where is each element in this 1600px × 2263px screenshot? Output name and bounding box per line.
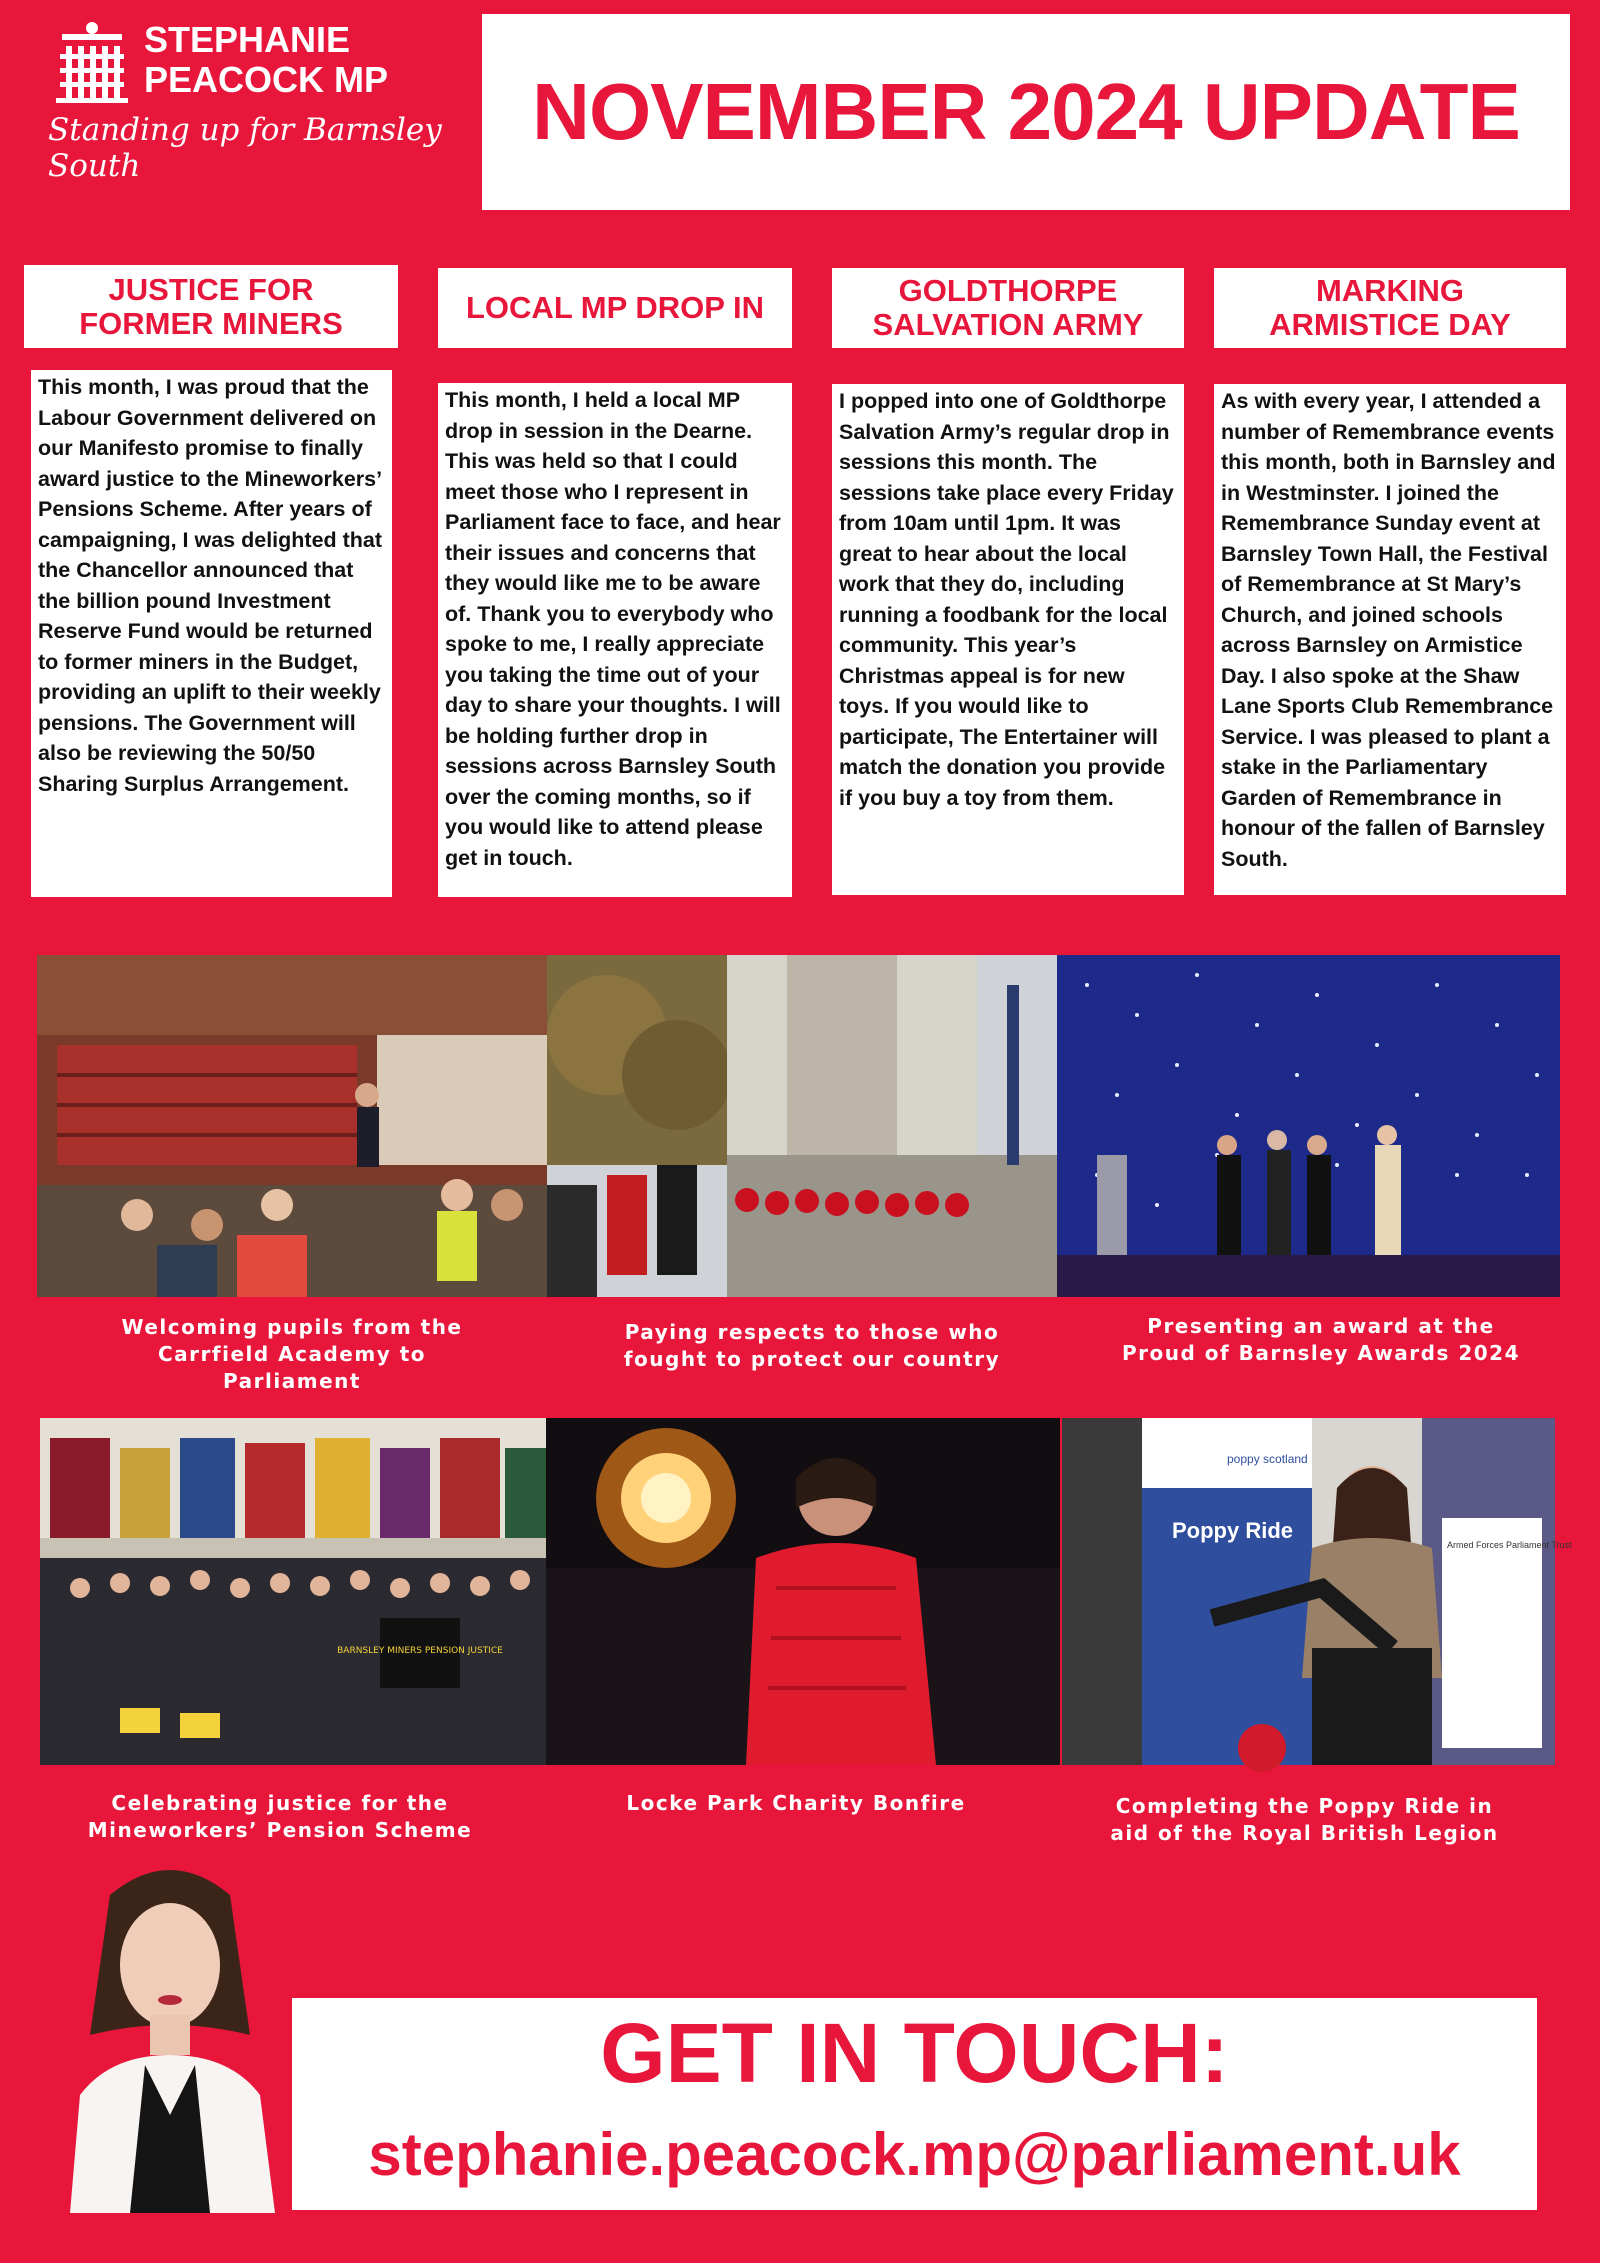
photo-locke-park-bonfire <box>546 1418 1060 1765</box>
caption-mineworkers: Celebrating justice for the Mineworkers’ Pension Scheme <box>87 1791 473 1842</box>
section-body-salvation-army: I popped into one of Goldthorpe Salvation Army’s regular drop in sessions this month. The sessions take place every Friday from 10am until 1pm. It was great to hear about the local work that they do, including running a foodbank for the local community. This year’s Christmas appeal is for new toys. If you would like to participate, The Entertainer will match the donation you provide if you buy a toy from them. <box>832 384 1184 895</box>
section-body-miners: This month, I was proud that the Labour Government delivered on our Manifesto promise to finally award justice to the Mineworkers’ Pensions Scheme. After years of campaigning, I was delighted that the Chancellor announced that the billion pound Investment Reserve Fund would be returned to former miners in the Budget, providing an uplift to their weekly pensions. The Government will also be reviewing the 50/50 Sharing Surplus Arrangement. <box>31 370 392 897</box>
banner-text: BARNSLEY MINERS PENSION JUSTICE <box>337 1646 503 1656</box>
caption-bonfire: Locke Park Charity Bonfire <box>626 1791 966 1815</box>
section-heading-miners: JUSTICE FOR FORMER MINERS <box>24 265 398 348</box>
page-title: NOVEMBER 2024 UPDATE <box>532 67 1520 156</box>
section-heading-armistice: MARKING ARMISTICE DAY <box>1214 268 1566 348</box>
photo-remembrance-cenotaph <box>547 955 1057 1297</box>
photo-proud-of-barnsley-awards <box>1057 955 1560 1297</box>
contact-heading: GET IN TOUCH: <box>600 2006 1229 2100</box>
title-box <box>482 14 1570 210</box>
photo-mineworkers-celebration <box>40 1418 546 1765</box>
mp-name: STEPHANIE PEACOCK MP <box>144 19 389 100</box>
poppy-ride-banner-title: Poppy Ride <box>1172 1518 1294 1543</box>
portcullis-logo-icon <box>52 20 132 110</box>
section-body-armistice: As with every year, I attended a number of Remembrance events this month, both in Barnsley and in Westminster. I joined the Remembrance Sunday event at Barnsley Town Hall, the Festival of Remembrance at St Mary’s Church, and joined schools across Barnsley on Armistice Day. I also spoke at the Shaw Lane Sports Club Remembrance Service. I was pleased to plant a stake in the Parliamentary Garden of Remembrance in honour of the fallen of Barnsley South. <box>1214 384 1566 895</box>
caption-poppy-ride: Completing the Poppy Ride in aid of the Royal British Legion <box>1110 1794 1499 1845</box>
photo-poppy-ride <box>1062 1418 1572 1765</box>
tagline: Standing up for Barnsley South <box>48 112 442 184</box>
section-heading-drop-in: LOCAL MP DROP IN <box>438 268 792 348</box>
caption-carrfield: Welcoming pupils from the Carrfield Academy to Parliament <box>121 1315 463 1393</box>
side-banner-text: Armed Forces Parliament Trust <box>1447 1540 1572 1550</box>
mp-portrait <box>50 1855 295 2213</box>
section-heading-salvation-army: GOLDTHORPE SALVATION ARMY <box>832 268 1184 348</box>
contact-email-link[interactable]: stephanie.peacock.mp@parliament.uk <box>368 2121 1461 2188</box>
photo-carrfield-pupils <box>37 955 547 1297</box>
poppy-scotland-logo: poppy scotland <box>1227 1452 1308 1466</box>
section-body-drop-in: This month, I held a local MP drop in session in the Dearne. This was held so that I could meet those who I represent in Parliament face to face, and hear their issues and concerns that they would like me to be aware of. Thank you to everybody who spoke to me, I really appreciate you taking the time out of your day to share your thoughts. I will be holding further drop in sessions across Barnsley South over the coming months, so if you would like to attend please get in touch. <box>438 383 792 897</box>
caption-awards: Presenting an award at the Proud of Barnsley Awards 2024 <box>1121 1314 1520 1365</box>
caption-remembrance: Paying respects to those who fought to protect our country <box>623 1320 1001 1371</box>
